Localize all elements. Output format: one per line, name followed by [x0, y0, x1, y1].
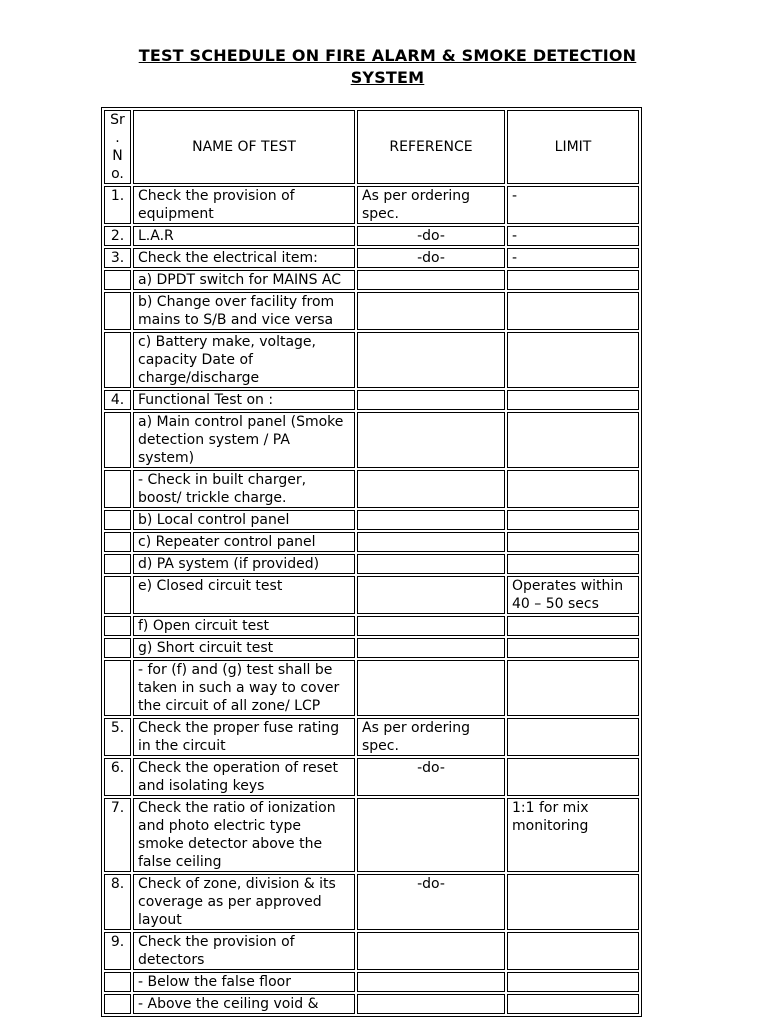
cell-limit	[507, 616, 639, 636]
cell-limit: 1:1 for mix monitoring	[507, 798, 639, 872]
cell-sr-no	[104, 412, 131, 468]
cell-limit	[507, 874, 639, 930]
cell-test-name: Check the provision of detectors	[133, 932, 355, 970]
header-sr-no	[104, 110, 131, 184]
cell-test-name: c) Repeater control panel	[133, 532, 355, 552]
cell-reference	[357, 470, 505, 508]
cell-reference	[357, 616, 505, 636]
header-name-of-test: NAME OF TEST	[133, 110, 355, 184]
cell-test-name: Check of zone, division & its coverage as per approved layout	[133, 874, 355, 930]
header-sr-line: N	[112, 148, 123, 164]
cell-sr-no: 5.	[104, 718, 131, 756]
table-row	[104, 758, 639, 796]
cell-sr-no	[104, 616, 131, 636]
cell-test-name: c) Battery make, voltage, capacity Date of charge/discharge	[133, 332, 355, 388]
table-header-row	[104, 110, 639, 184]
cell-limit	[507, 390, 639, 410]
cell-test-name: a) DPDT switch for MAINS AC	[133, 270, 355, 290]
cell-reference	[357, 660, 505, 716]
table-row	[104, 292, 639, 330]
cell-sr-no	[104, 972, 131, 992]
cell-sr-no	[104, 270, 131, 290]
cell-sr-no	[104, 554, 131, 574]
cell-limit	[507, 532, 639, 552]
cell-sr-no: 2.	[104, 226, 131, 246]
cell-test-name: f) Open circuit test	[133, 616, 355, 636]
table-row	[104, 412, 639, 468]
cell-reference	[357, 994, 505, 1014]
test-schedule-table	[101, 107, 642, 1017]
cell-sr-no: 9.	[104, 932, 131, 970]
cell-limit: -	[507, 248, 639, 268]
cell-reference	[357, 390, 505, 410]
table-row	[104, 798, 639, 872]
cell-sr-no	[104, 660, 131, 716]
cell-limit	[507, 270, 639, 290]
cell-reference	[357, 292, 505, 330]
cell-sr-no	[104, 510, 131, 530]
cell-sr-no	[104, 332, 131, 388]
table-row	[104, 616, 639, 636]
cell-test-name: a) Main control panel (Smoke detection system / PA system)	[133, 412, 355, 468]
cell-reference: -do-	[357, 226, 505, 246]
table-row	[104, 270, 639, 290]
cell-reference: -do-	[357, 248, 505, 268]
table-row	[104, 226, 639, 246]
cell-reference	[357, 412, 505, 468]
table-row	[104, 660, 639, 716]
cell-limit	[507, 932, 639, 970]
cell-test-name: Check the electrical item:	[133, 248, 355, 268]
cell-test-name: e) Closed circuit test	[133, 576, 355, 614]
cell-reference	[357, 932, 505, 970]
cell-reference	[357, 638, 505, 658]
cell-sr-no	[104, 638, 131, 658]
cell-limit	[507, 332, 639, 388]
cell-test-name: Check the operation of reset and isolating keys	[133, 758, 355, 796]
header-limit: LIMIT	[507, 110, 639, 184]
cell-reference	[357, 554, 505, 574]
cell-sr-no: 8.	[104, 874, 131, 930]
cell-test-name: - Check in built charger, boost/ trickle charge.	[133, 470, 355, 508]
header-sr-line: o.	[111, 166, 124, 182]
table-row	[104, 554, 639, 574]
cell-test-name: - for (f) and (g) test shall be taken in such a way to cover the circuit of all zone/ LCP	[133, 660, 355, 716]
cell-sr-no: 4.	[104, 390, 131, 410]
cell-sr-no: 7.	[104, 798, 131, 872]
cell-test-name: b) Change over facility from mains to S/B and vice versa	[133, 292, 355, 330]
table-row	[104, 576, 639, 614]
header-sr-line: .	[115, 130, 120, 146]
cell-sr-no: 3.	[104, 248, 131, 268]
cell-sr-no: 6.	[104, 758, 131, 796]
cell-reference	[357, 798, 505, 872]
table-row	[104, 972, 639, 992]
cell-reference	[357, 972, 505, 992]
cell-sr-no	[104, 532, 131, 552]
cell-sr-no	[104, 292, 131, 330]
cell-test-name: d) PA system (if provided)	[133, 554, 355, 574]
cell-limit	[507, 470, 639, 508]
cell-limit	[507, 292, 639, 330]
header-reference: REFERENCE	[357, 110, 505, 184]
cell-test-name: - Below the false floor	[133, 972, 355, 992]
table-row	[104, 332, 639, 388]
cell-sr-no	[104, 576, 131, 614]
cell-limit	[507, 758, 639, 796]
table-row	[104, 638, 639, 658]
table-row	[104, 510, 639, 530]
cell-test-name: Check the provision of equipment	[133, 186, 355, 224]
table-row	[104, 470, 639, 508]
table-row	[104, 390, 639, 410]
table-row	[104, 874, 639, 930]
cell-reference	[357, 332, 505, 388]
cell-reference: As per ordering spec.	[357, 186, 505, 224]
table-row	[104, 186, 639, 224]
table-row	[104, 994, 639, 1014]
cell-test-name: - Above the ceiling void &	[133, 994, 355, 1014]
cell-reference: -do-	[357, 758, 505, 796]
cell-limit	[507, 994, 639, 1014]
cell-limit	[507, 412, 639, 468]
cell-test-name: b) Local control panel	[133, 510, 355, 530]
table-row	[104, 718, 639, 756]
cell-limit: -	[507, 226, 639, 246]
header-sr-line: Sr	[110, 112, 125, 128]
cell-test-name: g) Short circuit test	[133, 638, 355, 658]
cell-sr-no	[104, 994, 131, 1014]
cell-reference	[357, 532, 505, 552]
cell-limit: -	[507, 186, 639, 224]
cell-limit	[507, 660, 639, 716]
cell-limit	[507, 638, 639, 658]
cell-limit: Operates within 40 – 50 secs	[507, 576, 639, 614]
cell-test-name: Check the ratio of ionization and photo electric type smoke detector above the false ceiling	[133, 798, 355, 872]
cell-limit	[507, 554, 639, 574]
cell-reference	[357, 510, 505, 530]
table-row	[104, 248, 639, 268]
cell-test-name: Functional Test on :	[133, 390, 355, 410]
document-title: TEST SCHEDULE ON FIRE ALARM & SMOKE DETECTION SYSTEM	[138, 46, 637, 87]
cell-reference: -do-	[357, 874, 505, 930]
cell-reference	[357, 270, 505, 290]
table-row	[104, 532, 639, 552]
cell-limit	[507, 510, 639, 530]
cell-test-name: Check the proper fuse rating in the circuit	[133, 718, 355, 756]
cell-reference	[357, 576, 505, 614]
cell-sr-no	[104, 470, 131, 508]
cell-limit	[507, 972, 639, 992]
table-row	[104, 932, 639, 970]
cell-reference: As per ordering spec.	[357, 718, 505, 756]
cell-sr-no: 1.	[104, 186, 131, 224]
cell-limit	[507, 718, 639, 756]
cell-test-name: L.A.R	[133, 226, 355, 246]
